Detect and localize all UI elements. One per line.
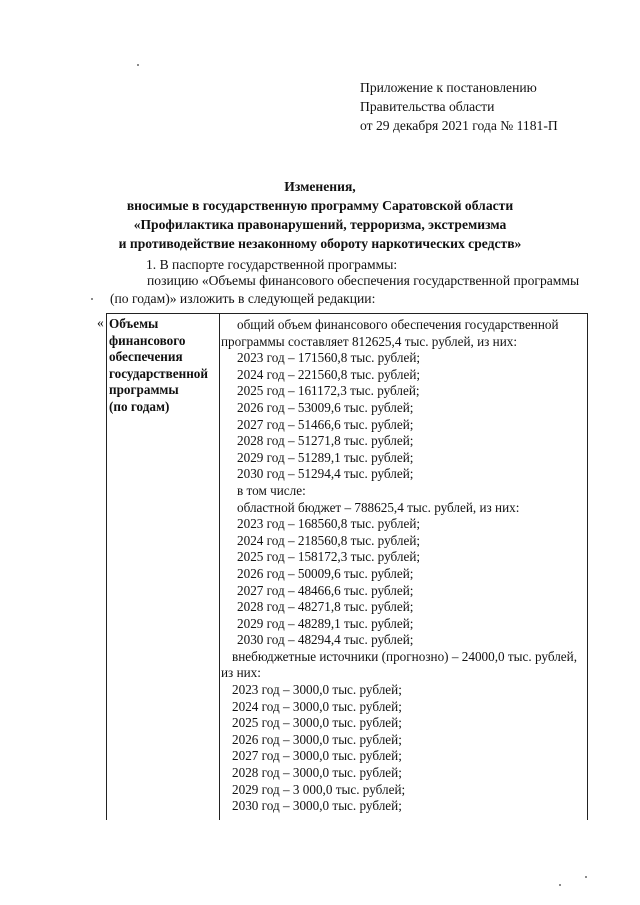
extra-year-row: 2030 год – 3000,0 тыс. рублей; — [232, 798, 402, 814]
item-1: 1. В паспорте государственной программы: — [146, 257, 398, 272]
total-year-row: 2030 год – 51294,4 тыс. рублей; — [237, 466, 414, 482]
table-label-cell — [109, 316, 217, 416]
annex-line-1: Приложение к постановлению — [360, 80, 537, 95]
regional-year-row: 2026 год – 50009,6 тыс. рублей; — [237, 565, 414, 581]
including-label: в том числе: — [237, 482, 306, 498]
extra-year-row: 2028 год – 3000,0 тыс. рублей; — [232, 765, 402, 781]
label-line: Объемы — [109, 316, 159, 331]
extra-year-row: 2025 год – 3000,0 тыс. рублей; — [232, 715, 402, 731]
label-line: государственной — [109, 365, 208, 381]
scan-speck — [91, 298, 93, 300]
total-year-row: 2023 год – 171560,8 тыс. рублей; — [237, 350, 421, 366]
annex-line-3: от 29 декабря 2021 года № 1181-П — [360, 118, 558, 133]
title-line-2: вносимые в государственную программу Саратовской области — [126, 198, 514, 213]
regional-intro: областной бюджет – 788625,4 тыс. рублей, из них: — [237, 499, 520, 515]
regional-year-row: 2024 год – 218560,8 тыс. рублей; — [237, 532, 421, 548]
regional-year-row: 2023 год – 168560,8 тыс. рублей; — [237, 516, 421, 532]
label-line: (по годам) — [109, 398, 170, 414]
total-year-row: 2027 год – 51466,6 тыс. рублей; — [237, 416, 414, 432]
total-year-row: 2025 год – 161172,3 тыс. рублей; — [237, 383, 420, 399]
total-year-row: 2028 год – 51271,8 тыс. рублей; — [237, 433, 414, 449]
paragraph-line-2: (по годам)» изложить в следующей редакции: — [110, 291, 376, 306]
label-line: программы — [109, 382, 179, 398]
extra-year-row: 2029 год – 3 000,0 тыс. рублей; — [232, 781, 406, 797]
regional-year-row: 2028 год – 48271,8 тыс. рублей; — [237, 599, 414, 615]
opening-quote: « — [97, 315, 104, 330]
extra-year-row: 2023 год – 3000,0 тыс. рублей; — [232, 682, 402, 698]
total-year-row: 2026 год – 53009,6 тыс. рублей; — [237, 399, 414, 415]
instruction-paragraph — [110, 272, 590, 308]
extra-year-row: 2027 год – 3000,0 тыс. рублей; — [232, 748, 402, 764]
annex-line-2: Правительства области — [360, 99, 495, 114]
funding-table — [106, 313, 588, 820]
extra-year-row: 2024 год – 3000,0 тыс. рублей; — [232, 698, 402, 714]
total-year-row: 2029 год – 51289,1 тыс. рублей; — [237, 449, 414, 465]
column-divider — [219, 314, 220, 820]
table-value-cell — [221, 317, 587, 815]
regional-year-row: 2029 год – 48289,1 тыс. рублей; — [237, 615, 414, 631]
scan-speck — [137, 64, 139, 66]
document-title — [0, 177, 640, 253]
scan-speck — [559, 884, 561, 886]
extra-year-row: 2026 год – 3000,0 тыс. рублей; — [232, 731, 402, 747]
total-year-row: 2024 год – 221560,8 тыс. рублей; — [237, 366, 421, 382]
title-line-3: «Профилактика правонарушений, терроризма, экстремизма — [133, 217, 507, 232]
total-intro-line: программы составляет 812625,4 тыс. рублей, из них: — [221, 333, 518, 349]
regional-year-row: 2030 год – 48294,4 тыс. рублей; — [237, 632, 414, 648]
title-line-4: и противодействие незаконному обороту наркотических средств» — [118, 236, 522, 251]
extra-intro-line: внебюджетные источники (прогнозно) – 24000,0 тыс. рублей, — [232, 648, 577, 664]
regional-year-row: 2025 год – 158172,3 тыс. рублей; — [237, 549, 421, 565]
extra-intro-line: из них: — [221, 665, 261, 681]
annex-header — [360, 78, 558, 135]
label-line: финансового — [109, 332, 186, 348]
label-line: обеспечения — [109, 349, 183, 365]
scan-speck — [585, 876, 587, 878]
total-intro-line: общий объем финансового обеспечения государственной — [237, 317, 559, 332]
paragraph-line-1: позицию «Объемы финансового обеспечения государственной программы — [147, 273, 580, 288]
regional-year-row: 2027 год – 48466,6 тыс. рублей; — [237, 582, 414, 598]
title-line-1: Изменения, — [284, 179, 356, 194]
